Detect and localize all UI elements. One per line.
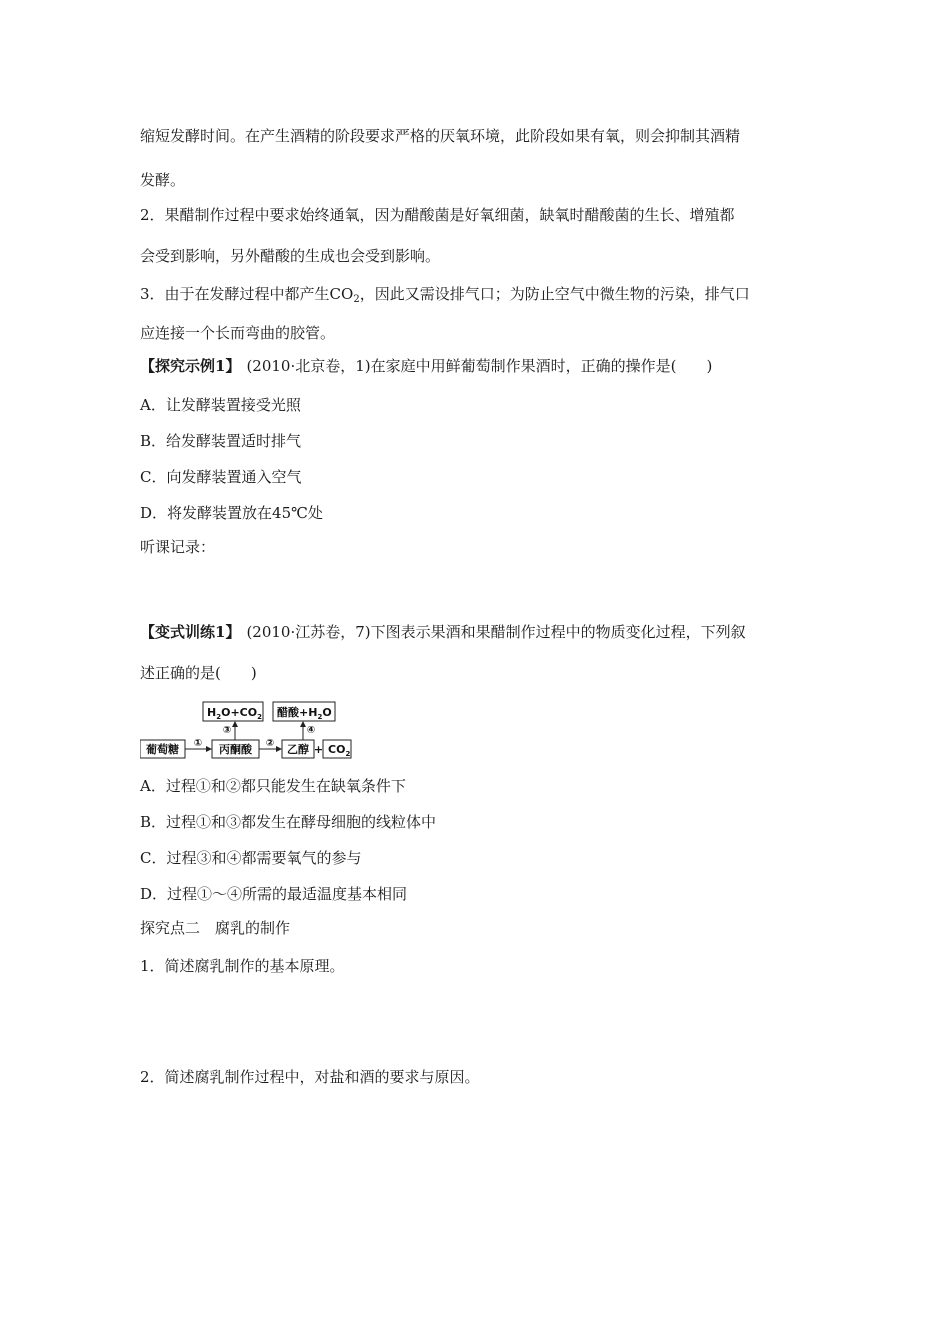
step2-marker: ② xyxy=(265,738,275,749)
fermentation-diagram xyxy=(140,697,360,765)
example-stem: (2010·北京卷，1)在家庭中用鲜葡萄制作果酒时，正确的操作是( ) xyxy=(246,357,713,375)
option-d: D．将发酵装置放在45℃处 xyxy=(140,504,323,522)
step3-marker: ③ xyxy=(222,725,232,736)
text-span: ，因此又需设排气口；为防止空气中微生物的污染，排气口 xyxy=(359,285,750,303)
option-b: B．给发酵装置适时排气 xyxy=(140,432,302,450)
paragraph-line: 会受到影响，另外醋酸的生成也会受到影响。 xyxy=(140,247,441,265)
paragraph-line: 缩短发酵时间。在产生酒精的阶段要求严格的厌氧环境，此阶段如果有氧，则会抑制其酒精 xyxy=(140,127,741,145)
option-a: A．过程①和②都只能发生在缺氧条件下 xyxy=(140,777,406,795)
variant-question xyxy=(140,622,746,642)
option-c: C．向发酵装置通入空气 xyxy=(140,468,302,486)
option-b: B．过程①和③都发生在酵母细胞的线粒体中 xyxy=(140,813,437,831)
paragraph-line xyxy=(140,284,750,310)
section-heading: 探究点二 腐乳的制作 xyxy=(140,919,291,937)
notes-label: 听课记录： xyxy=(140,538,216,556)
paragraph-line: 应连接一个长而弯曲的胶管。 xyxy=(140,324,336,342)
glucose-label: 葡萄糖 xyxy=(146,743,179,756)
paragraph-line: 发酵。 xyxy=(140,171,186,189)
h2o-co2-label: $H_2O+CO_2$ xyxy=(207,706,262,721)
ethanol-label: 乙醇 xyxy=(287,743,309,756)
variant-stem-line1: (2010·江苏卷，7)下图表示果酒和果醋制作过程中的物质变化过程，下列叙 xyxy=(246,623,746,641)
option-c: C．过程③和④都需要氧气的参与 xyxy=(140,849,362,867)
option-a: A．让发酵装置接受光照 xyxy=(140,396,301,414)
step4-marker: ④ xyxy=(306,725,316,736)
question-2: 2．简述腐乳制作过程中，对盐和酒的要求与原因。 xyxy=(140,1068,480,1086)
paragraph-line: 2．果醋制作过程中要求始终通氧，因为醋酸菌是好氧细菌，缺氧时醋酸菌的生长、增殖都 xyxy=(140,206,735,224)
acetic-acid-label: 醋酸$+H_2O$ xyxy=(277,706,332,721)
example-question xyxy=(140,356,712,376)
plus-sign: + xyxy=(313,743,324,756)
text-span: 3．由于在发酵过程中都产生CO xyxy=(140,285,354,303)
question-1: 1．简述腐乳制作的基本原理。 xyxy=(140,957,345,975)
step1-marker: ① xyxy=(193,738,203,749)
option-d: D．过程①～④所需的最适温度基本相同 xyxy=(140,885,408,903)
pyruvate-label: 丙酮酸 xyxy=(219,743,252,756)
variant-stem-line2: 述正确的是( ) xyxy=(140,664,257,682)
variant-heading: 【变式训练1】 xyxy=(140,623,241,641)
example-heading: 【探究示例1】 xyxy=(140,357,241,375)
subscript: 2 xyxy=(353,294,360,305)
co2-label: $CO_2$ xyxy=(328,743,351,758)
